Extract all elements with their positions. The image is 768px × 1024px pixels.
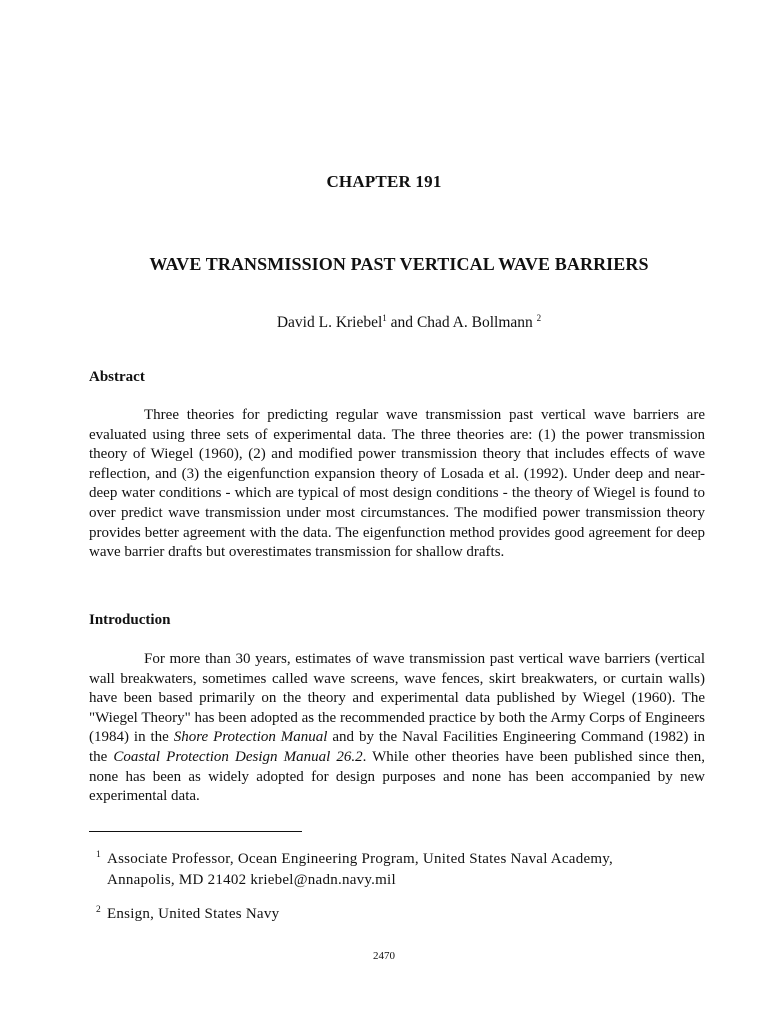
footnote-2-mark: 2 bbox=[96, 905, 101, 915]
author-2: Chad A. Bollmann bbox=[416, 314, 537, 331]
author-line bbox=[0, 313, 768, 332]
intro-text-1: For more than 30 years, estimates of wave transmission past vertical wave barriers (vertical wall breakwaters, sometimes called wave screens, wave fences, skirt breakwaters, or curtain walls) have been based primarily on the theory and experimental data published by Wiegel (1960). The "Wiegel Theory" has been adopted as the recommended practice by both the Army Corps of Engineers (1984) in the bbox=[89, 651, 705, 746]
author-1: David L. Kriebel bbox=[276, 314, 383, 331]
paper-title: WAVE TRANSMISSION PAST VERTICAL WAVE BARRIERS bbox=[149, 254, 649, 274]
introduction-heading: Introduction bbox=[89, 612, 171, 628]
author-1-footnote-mark: 1 bbox=[382, 313, 387, 323]
footnote-1-line-2: Annapolis, MD 21402 kriebel@nadn.navy.mil bbox=[107, 872, 396, 888]
intro-italic-coastal-protection-design-manual: Coastal Protection Design Manual 26.2 bbox=[113, 748, 363, 765]
abstract-paragraph: Three theories for predicting regular wave transmission past vertical wave barriers are evaluated using three sets of experimental data. The three theories are: (1) the power transmission theory of Wiegel (1960), (2) and modified power transmission theory that includes effects of wave reflection, and (3) the eigenfunction expansion theory of Losada et al. (1992). Under deep and near-deep water conditions - which are typical of most design conditions - the theory of Wiegel is found to over predict wave transmission under most circumstances. The modified power transmission theory provides better agreement with the data. The eigenfunction method provides good agreement for deep wave barrier drafts but overestimates transmission for shallow drafts. bbox=[89, 407, 705, 561]
footnote-1-mark: 1 bbox=[96, 850, 101, 860]
author-conjunction: and bbox=[386, 314, 417, 331]
footnote-2 bbox=[96, 904, 722, 925]
chapter-label: CHAPTER 191 bbox=[326, 172, 442, 191]
page-number: 2470 bbox=[373, 950, 395, 962]
footnote-1-line-1: Associate Professor, Ocean Engineering Program, United States Naval Academy, bbox=[107, 851, 614, 867]
abstract-heading: Abstract bbox=[89, 369, 145, 385]
footnote-1 bbox=[96, 849, 722, 891]
footnote-separator bbox=[89, 831, 302, 832]
footnote-2-line-1: Ensign, United States Navy bbox=[107, 906, 280, 922]
intro-text-3: . While other theories have been published since then, none has been as widely adopted for design purposes and none has been accompanied by new experimental data. bbox=[89, 748, 705, 805]
introduction-paragraph bbox=[89, 650, 705, 807]
intro-italic-shore-protection-manual: Shore Protection Manual bbox=[173, 729, 328, 746]
intro-text-2: and by the Naval Facilities Engineering Command (1982) in the bbox=[89, 729, 705, 765]
author-2-footnote-mark: 2 bbox=[536, 313, 542, 323]
